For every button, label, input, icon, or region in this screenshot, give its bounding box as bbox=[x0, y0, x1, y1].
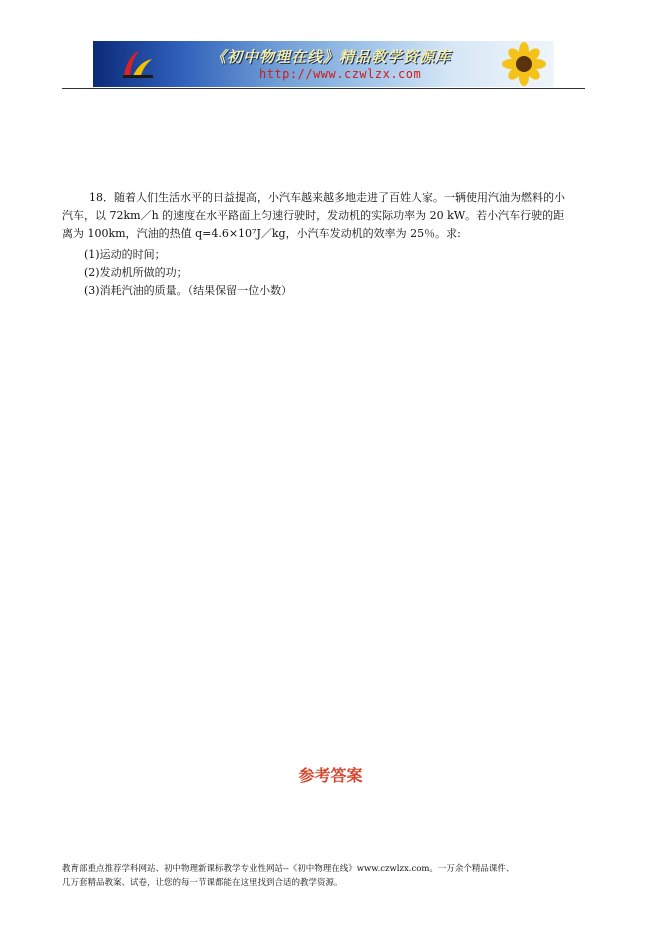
question-item-3: (3)消耗汽油的质量。（结果保留一位小数） bbox=[84, 284, 293, 297]
banner-url[interactable]: http://www.czwlzx.com bbox=[259, 67, 422, 81]
question-line-1: 18．随着人们生活水平的日益提高，小汽车越来越多地走进了百姓人家。一辆使用汽油为燃料的小 bbox=[89, 191, 565, 204]
sunflower-icon bbox=[494, 41, 554, 87]
footer-line-2: 几万套精品教案、试卷，让您的每一节课都能在这里找到合适的教学资源。 bbox=[62, 878, 343, 888]
banner-title: 《初中物理在线》精品教学资源库 bbox=[211, 48, 452, 66]
question-item-1: (1)运动的时间； bbox=[84, 248, 166, 261]
answer-heading: 参考答案 bbox=[298, 766, 363, 785]
footer-line-1: 教育部重点推荐学科网站、初中物理新课标教学专业性网站--《初中物理在线》www.czwlzx.com。一万余个精品课件、 bbox=[62, 864, 515, 874]
question-line-2: 汽车，以 72km／h 的速度在水平路面上匀速行驶时，发动机的实际功率为 20 kW。若小汽车行驶的距 bbox=[62, 209, 565, 222]
header-divider bbox=[62, 88, 585, 89]
question-item-2: (2)发动机所做的功； bbox=[84, 266, 188, 279]
header-banner bbox=[93, 41, 554, 87]
question-line-3: 离为 100km，汽油的热值 q=4.6×10⁷J／kg，小汽车发动机的效率为 25％。求: bbox=[62, 227, 461, 240]
site-logo-icon bbox=[121, 49, 155, 79]
